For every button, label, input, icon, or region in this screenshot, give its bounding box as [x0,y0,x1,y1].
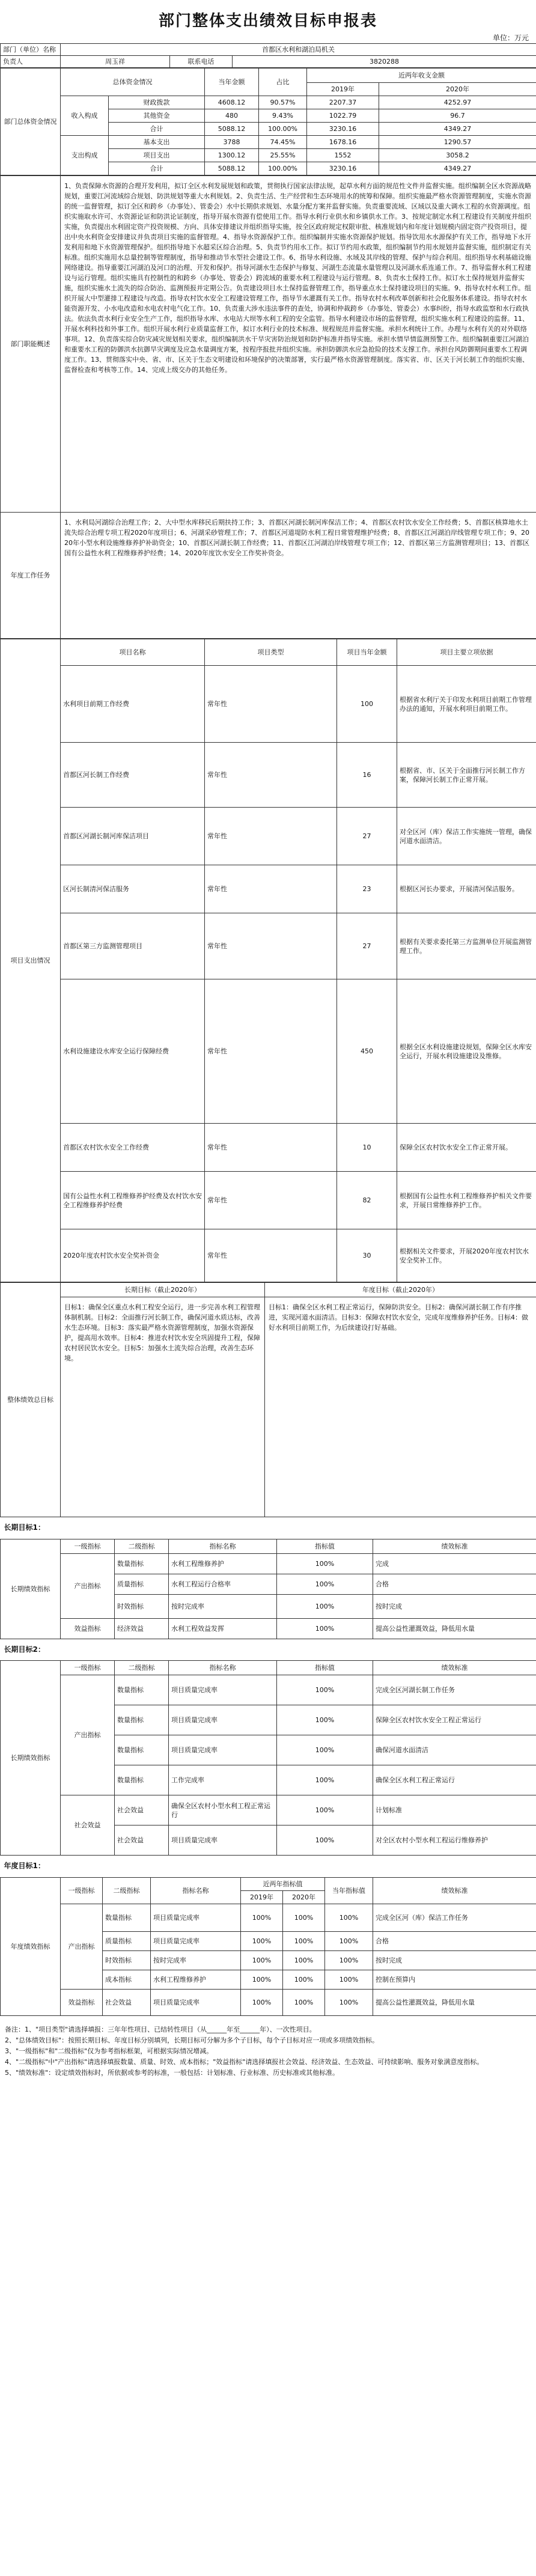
project-type: 常年性 [205,1124,337,1172]
ind-target: 完成全区河（库）保洁工作任务 [373,1904,536,1931]
dept-label: 部门（单位）名称 [1,44,61,56]
project-basis: 根据国有公益性水利工程维修养护相关文件要求，开展日常维修养护工作。 [397,1172,536,1229]
ind-name: 确保全区农村小型水利工程正常运行 [169,1795,277,1825]
project-basis: 根据相关文件要求，开展2020年度农村饮水安全奖补工作。 [397,1229,536,1282]
ind-name: 工作完成率 [169,1765,277,1795]
ind-name: 项目质量完成率 [151,1931,241,1950]
ind-target: 按时完成 [373,1950,536,1970]
ind-2019: 100% [241,1989,283,2015]
long-goal1-label: 长期绩效指标 [1,1539,61,1639]
funds-row-name: 项目支出 [109,149,205,162]
project-name: 首都区农村饮水安全工作经费 [61,1124,205,1172]
project-basis: 根据全区水利设施建设规划，保障全区水库安全运行，开展水利设施建设及维修。 [397,979,536,1124]
ind-target: 控制在预算内 [373,1970,536,1989]
expense-label: 支出构成 [61,136,109,175]
dept-name: 首都区水利和湖泊局机关 [61,44,536,56]
project-amount: 82 [337,1172,397,1229]
project-name: 首都区河湖长制河库保洁项目 [61,808,205,865]
funds-row-name: 财政拨款 [109,96,205,109]
ind-2020: 100% [283,1950,325,1970]
project-amount: 100 [337,666,397,743]
ind-lvl1: 效益指标 [61,1989,103,2015]
funds-row-2019: 1678.16 [307,136,379,149]
funds-row-2020: 4252.97 [379,96,536,109]
funds-row-2020: 1290.57 [379,136,536,149]
ind-2020: 100% [283,1931,325,1950]
note-line: 4、"二级指标"中"产出指标"请选择填报数量、质量、时效、成本指标；"效益指标"请选择填报社会效益、经济效益、生态效益、可持续影响、服务对象满意度指标。 [5,2057,484,2066]
project-basis-header: 项目主要立项依据 [397,639,536,666]
funds-row-amount: 480 [205,109,259,123]
ind-target: 确保河道水面清洁 [373,1735,536,1765]
form-title: 部门整体支出绩效目标申报表 [158,12,377,30]
funds-2020-header: 2020年 [379,83,536,96]
ind-target: 合格 [373,1931,536,1950]
ind-lvl2: 经济效益 [115,1618,169,1639]
funds-total-header: 总体资金情况 [61,69,205,96]
funds-row-2019: 1022.79 [307,109,379,123]
funds-section-label: 部门总体资金情况 [1,69,61,175]
ind-current: 100% [325,1950,373,1970]
ind-name: 按时完成率 [151,1950,241,1970]
ind-lvl1: 社会效益 [61,1795,115,1856]
ind-lvl2: 数量指标 [103,1904,151,1931]
project-amount: 27 [337,808,397,865]
project-table [0,639,536,1282]
ind-name-header: 指标名称 [169,1539,277,1553]
ind-value: 100% [277,1675,373,1705]
ind-lvl2: 数量指标 [115,1553,169,1574]
note-line: 3、"一级指标"和"二级指标"仅为参考指标框架，可根据实际情况增减。 [5,2047,213,2055]
project-amount: 16 [337,743,397,808]
ind-lvl2: 时效指标 [103,1950,151,1970]
funds-row-amount: 4608.12 [205,96,259,109]
ind-value-header: 指标值 [277,1661,373,1675]
ind-name: 按时完成率 [169,1594,277,1618]
ind-current: 100% [325,1989,373,2015]
project-basis: 根据省、市、区关于全面推行河长制工作方案，保障河长制工作正常开展。 [397,743,536,808]
ind-value: 100% [277,1594,373,1618]
project-amount: 10 [337,1124,397,1172]
ind-target: 提高公益性灌溉效益，降低用水量 [373,1618,536,1639]
ind-2020: 100% [283,1970,325,1989]
funds-row-name: 合计 [109,123,205,136]
ind-value: 100% [277,1574,373,1594]
ind-current: 100% [325,1931,373,1950]
ind-2020: 100% [283,1989,325,2015]
project-name: 区河长制清河保洁服务 [61,865,205,913]
ind-name: 水利工程维修养护 [169,1553,277,1574]
ind-2019: 100% [241,1950,283,1970]
ind-lvl1-header: 一级指标 [61,1539,115,1553]
ind-2019: 100% [241,1931,283,1950]
project-amount: 30 [337,1229,397,1282]
form-notes [0,2016,536,2087]
funds-2019-header: 2019年 [307,83,379,96]
ind-value-header: 指标值 [277,1539,373,1553]
ind-target: 对全区农村小型水利工程运行维修养护 [373,1825,536,1856]
funds-row-ratio: 74.45% [259,136,307,149]
project-section-label: 项目支出情况 [1,639,61,1282]
this-year-value-header: 当年指标值 [325,1877,373,1904]
ind-value: 100% [277,1795,373,1825]
note-line: 5、"绩效标准"：设定绩效指标时，所依据或参考的标准，一般包括：计划标准、行业标准、历史标准或其他标准。 [5,2068,340,2077]
ind-lvl2-header: 二级指标 [103,1877,151,1904]
ind-target: 合格 [373,1574,536,1594]
ind-name-header: 指标名称 [169,1661,277,1675]
overall-goal-label: 整体绩效总目标 [1,1283,61,1517]
funds-row-amount: 3788 [205,136,259,149]
ind-target: 完成全区河湖长制工作任务 [373,1675,536,1705]
long-goal2-label: 长期绩效指标 [1,1661,61,1856]
principal-label: 负责人 [1,56,61,68]
ind-lvl2: 社会效益 [115,1795,169,1825]
project-basis: 保障全区农村饮水安全工作正常开展。 [397,1124,536,1172]
project-type: 常年性 [205,1229,337,1282]
ind-lvl2: 时效指标 [115,1594,169,1618]
ind-lvl1: 产出指标 [61,1553,115,1618]
funds-row-2020: 4349.27 [379,162,536,175]
ind-name: 水利工程效益发挥 [169,1618,277,1639]
long-goal2-table [0,1639,536,1856]
ind-target: 提高公益性灌溉效益，降低用水量 [373,1989,536,2015]
ind-2019: 100% [241,1970,283,1989]
ind-target: 确保全区水利工程正常运行 [373,1765,536,1795]
annual-task-text: 1、水利局河湖综合治理工作；2、大中型水库移民后期扶持工作；3、首都区河湖长制河库保洁工作；4、首都区农村饮水安全工作经费；5、首都区核算地水土流失综合治理专项工程2020年度项目；6、河湖采砂管理工作；7、首都区河道堤防水利工程日常管理维护经费；8、首都区江河湖泊岸线管理专项工作；9、2020年小型水利设施维修养护补助资金；10、首都区河湖长制工作经费；11、首都区江河湖泊岸线管理专项工作；12、首都区第三方监测管理项目；13、首都区国有公益性水利工程维修养护经费；14、2020年度饮水安全工作奖补资金。 [61,513,536,639]
ind-target-header: 绩效标准 [373,1539,536,1553]
duty-text: 1、负责保障水资源的合理开发利用，拟订全区水利发展规划和政策，贯彻执行国家法律法规，起草水利方面的规范性文件并监督实施。组织编制全区水资源战略规划，重要江河流域综合规划、防洪规划等重大水利规划。2、负责生活、生产经营和生态环境用水的统筹和保障。组织实施最严格水资源管理制度，实施水资源的统一监督管理，拟订全区和跨乡（办事处）、管委会）水中长期供求规划、水量分配方案并监督实施。负责重要流域、区域以及重大调水工程的水资源调度。组织实施取水许可、水资源论证和防洪论证制度，指导开展水资源有偿使用工作。指导水利行业供水和乡镇供水工作。3、按规定制定水利工程建设有关制度并组织实施，负责提出水利固定资产投资规模、方向、具体安排建议并组织指导实施，按全区政府规定权限审批、核准规划内和年度计划规模内固定资产投资项目，提出中央水利资金安排建议并负责项目实施的监督管理。4、指导水资源保护工作。组织编制并实施水资源保护规划。指导饮用水水源保护有关工作，指导地下水开发利用和地下水资源管理保护。组织指导地下水超采区综合治理。5、负责节约用水工作。拟订节约用水政策，组织编制节约用水规划并监督实施，组织制定有关标准。组织实施用水总量控制等管理制度，指导和推动节水型社会建设工作。6、指导水利设施、水域及其岸线的管理、保护与综合利用。组织指导水利基础设施网络建设。指导重要江河湖泊及河口的治理、开发和保护。指导河湖水生态保护与修复、河湖生态流量水量管理以及河湖水系连通工作。7、指导监督水利工程建设与运行管理。组织实施具有控制性的和跨乡（办事处、管委会）跨流域的重要水利工程建设与运行管理。8、负责水土保持工作。拟订水土保持规划并监督实施，组织实施水土流失的综合防治、监测预报并定期公告。负责建设项目水土保持监督管理工作，指导重点水土保持建设项目的实施。9、指导农村水利工作。组织开展大中型灌排工程建设与改造。指导农村饮水安全工程建设管理工作，指导节水灌溉有关工作。指导农村水利改革创新和社会化服务体系建设。指导农村水能资源开发、小水电改造和水电农村电气化工作。10、负责重大涉水违法事件的查处，协调和仲裁跨乡（办事处、管委会）水事纠纷，指导水政监察和水行政执法。依法负责水利行业安全生产工作，组织指导水库、水电站大坝等水利工程的安全监管。指导水利建设市场的监督管理，组织实施水利工程建设的监督。11、开展水利科技和外事工作。组织开展水利行业质量监督工作，拟订水利行业的技术标准、规程规范并监督实施。承担水利统计工作。办理与水利有关的对外联络事项。12、负责落实综合防灾减灾规划相关要求，组织编制洪水干旱灾害防治规划和防护标准并指导实施。承担水情旱情监测预警工作。组织编制重要江河湖泊和重要水工程的防御洪水抗御旱灾调度及应急水量调度方案，按程序报批并组织实施。承担防御洪水应急抢险的技术支撑工作。承担台风防御期间重要水工程调度工作。13、贯彻落实中央、省、市、区关于生态文明建设和环境保护的决策部署，实行最严格水资源管理制度。落实省、市、区关于河长制工作的组织实施、监督检查和考核等工作。14、完成上级交办的其他任务。 [61,176,536,513]
ind-name: 项目质量完成率 [169,1825,277,1856]
annual-goal-title: 年度目标1： [4,1862,45,1871]
ind-value: 100% [277,1825,373,1856]
recent-2019-header: 2019年 [241,1890,283,1904]
ind-name: 水利工程运行合格率 [169,1574,277,1594]
funds-row-2019: 3230.16 [307,162,379,175]
phone-label: 联系电话 [170,56,233,68]
annual-goal-header: 年度目标（截止2020年） [265,1283,536,1297]
header-table [0,43,536,68]
ind-lvl2: 社会效益 [103,1989,151,2015]
funds-row-amount: 1300.12 [205,149,259,162]
ind-lvl2: 社会效益 [115,1825,169,1856]
funds-row-2020: 96.7 [379,109,536,123]
ind-value: 100% [277,1618,373,1639]
project-basis: 根据有关要求委托第三方监测单位开展监测管理工作。 [397,913,536,979]
funds-row-ratio: 90.57% [259,96,307,109]
ind-target: 按时完成 [373,1594,536,1618]
funds-row-ratio: 100.00% [259,162,307,175]
project-name-header: 项目名称 [61,639,205,666]
annual-goal-text: 目标1：确保全区水利工程正常运行，保障防洪安全。目标2：确保河湖长制工作有序推进，实现河道水面清洁。目标3：保障农村饮水安全，完成年度维修养护任务。目标4：做好水利项目前期工作，为后续建设打好基础。 [265,1297,536,1517]
ind-name: 项目质量完成率 [169,1735,277,1765]
ind-lvl1-header: 一级指标 [61,1877,103,1904]
ind-lvl2: 数量指标 [115,1735,169,1765]
project-amount: 450 [337,979,397,1124]
ind-name: 项目质量完成率 [151,1904,241,1931]
project-name: 2020年度农村饮水安全奖补资金 [61,1229,205,1282]
annual-goal-label: 年度绩效指标 [1,1877,61,2015]
ind-current: 100% [325,1970,373,1989]
principal-name: 周玉祥 [61,56,170,68]
ind-target: 完成 [373,1553,536,1574]
ind-lvl2: 数量指标 [115,1705,169,1735]
ind-lvl2: 数量指标 [115,1765,169,1795]
project-type: 常年性 [205,979,337,1124]
ind-name-header: 指标名称 [151,1877,241,1904]
funds-amount-header: 当年金额 [205,69,259,96]
ind-lvl2: 质量指标 [115,1574,169,1594]
ind-name: 项目质量完成率 [169,1705,277,1735]
ind-value: 100% [277,1705,373,1735]
project-basis: 对全区河（库）保洁工作实施统一管理，确保河道水面清洁。 [397,808,536,865]
long-goal1-table [0,1517,536,1639]
ind-lvl2-header: 二级指标 [115,1539,169,1553]
long-goal1-title: 长期目标1： [4,1523,45,1532]
recent-values-header: 近两年指标值 [241,1877,325,1890]
ind-target: 计划标准 [373,1795,536,1825]
funds-row-2020: 4349.27 [379,123,536,136]
duty-table [0,175,536,639]
duty-label: 部门职能概述 [1,176,61,513]
project-type: 常年性 [205,743,337,808]
unit-label: 单位：万元 [492,34,529,42]
project-type: 常年性 [205,913,337,979]
ind-target: 保障全区农村饮水安全工程正常运行 [373,1705,536,1735]
long-term-header: 长期目标（截止2020年） [61,1283,265,1297]
project-amount: 27 [337,913,397,979]
project-basis: 根据区河长办要求，开展清河保洁服务。 [397,865,536,913]
funds-row-2019: 2207.37 [307,96,379,109]
ind-current: 100% [325,1904,373,1931]
ind-lvl1: 产出指标 [61,1675,115,1795]
ind-value: 100% [277,1553,373,1574]
note-line: 2、"总体绩效目标"：按照长期目标、年度目标分别填列，长期目标可分解为多个子目标，每个子目标对应一项或多项绩效指标。 [5,2036,379,2044]
project-type: 常年性 [205,666,337,743]
ind-lvl2-header: 二级指标 [115,1661,169,1675]
income-label: 收入构成 [61,96,109,136]
project-name: 水利项目前期工作经费 [61,666,205,743]
ind-lvl2: 质量指标 [103,1931,151,1950]
funds-table [0,68,536,175]
long-goal2-title: 长期目标2： [4,1645,45,1654]
project-basis: 根据省水利厅关于印发水利项目前期工作管理办法的通知，开展水利项目前期工作。 [397,666,536,743]
funds-row-ratio: 25.55% [259,149,307,162]
project-name: 首都区第三方监测管理项目 [61,913,205,979]
project-name: 水利设施建设水库安全运行保障经费 [61,979,205,1124]
project-amount: 23 [337,865,397,913]
project-name: 国有公益性水利工程维修养护经费及农村饮水安全工程维修养护经费 [61,1172,205,1229]
funds-row-2019: 1552 [307,149,379,162]
funds-row-ratio: 100.00% [259,123,307,136]
funds-row-name: 合计 [109,162,205,175]
ind-lvl1-header: 一级指标 [61,1661,115,1675]
project-type-header: 项目类型 [205,639,337,666]
annual-task-label: 年度工作任务 [1,513,61,639]
note-line: 备注：1、"项目类型"请选择填报：三年年性项目、已结转性项目（从______年至______年）、一次性项目。 [5,2025,316,2033]
ind-lvl1: 效益指标 [61,1618,115,1639]
ind-2020: 100% [283,1904,325,1931]
funds-recent-header: 近两年收支金额 [307,69,536,83]
funds-row-2020: 3058.2 [379,149,536,162]
project-name: 首都区河长制工作经费 [61,743,205,808]
funds-row-name: 其他资金 [109,109,205,123]
ind-value: 100% [277,1735,373,1765]
ind-name: 水利工程维修养护 [151,1970,241,1989]
annual-goal-table [0,1856,536,2016]
project-type: 常年性 [205,808,337,865]
project-type: 常年性 [205,865,337,913]
funds-row-name: 基本支出 [109,136,205,149]
ind-2019: 100% [241,1904,283,1931]
funds-row-ratio: 9.43% [259,109,307,123]
overall-goal-table [0,1282,536,1517]
ind-target-header: 绩效标准 [373,1877,536,1904]
ind-name: 项目质量完成率 [151,1989,241,2015]
project-amount-header: 项目当年金额 [337,639,397,666]
recent-2020-header: 2020年 [283,1890,325,1904]
ind-value: 100% [277,1765,373,1795]
funds-ratio-header: 占比 [259,69,307,96]
ind-lvl2: 数量指标 [115,1675,169,1705]
ind-name: 项目质量完成率 [169,1675,277,1705]
phone-value: 3820288 [233,56,536,68]
project-type: 常年性 [205,1172,337,1229]
ind-target-header: 绩效标准 [373,1661,536,1675]
funds-row-amount: 5088.12 [205,162,259,175]
funds-row-amount: 5088.12 [205,123,259,136]
ind-lvl1: 产出指标 [61,1904,103,1989]
funds-row-2019: 3230.16 [307,123,379,136]
ind-lvl2: 成本指标 [103,1970,151,1989]
long-term-text: 目标1：确保全区重点水利工程安全运行，进一步完善水利工程管理体制机制。目标2：全面推行河长制工作，确保河道水质达标，改善水生态环境。目标3：落实最严格水资源管理制度，加强水资源保护，提高用水效率。目标4：推进农村饮水安全巩固提升工程，保障农村居民饮水安全。目标5：加强水土流失综合治理，改善生态环境。 [61,1297,265,1517]
